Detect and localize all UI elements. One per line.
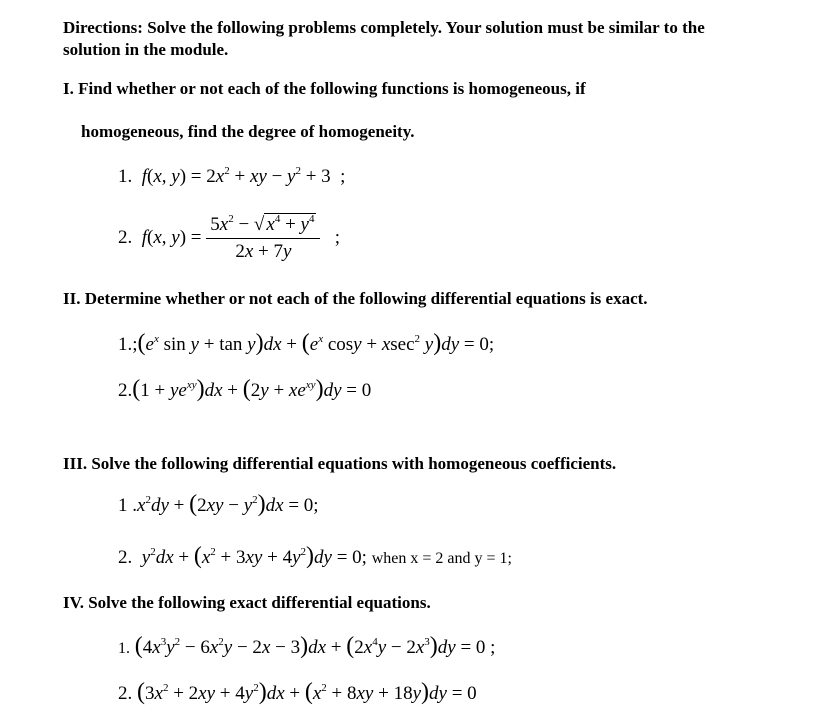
problem-number: 2.: [118, 380, 133, 401]
problem-number: 1.: [118, 640, 130, 657]
condition: when x = 2 and y = 1;: [371, 550, 512, 567]
section-1-heading-line-2: homogeneous, find the degree of homogeneity.: [81, 122, 415, 141]
problem-number: 1.;: [118, 334, 138, 355]
section-1-heading-line-1: I. Find whether or not each of the following functions is homogeneous, if: [63, 79, 586, 98]
directions-line-2: solution in the module.: [63, 40, 229, 59]
equation: f(x, $y) = 2x^2$ + xy − $y^2 + 3$ ;: [141, 165, 346, 187]
section-2-heading: II. Determine whether or not each of the following differential equations is exact.: [63, 289, 648, 308]
section-3-problem-2: [118, 543, 512, 571]
equation: $(3x^2 + 2xy + 4y^2)dx + (x^2 + 8xy + 18y)dy = 0$: [137, 679, 477, 705]
problem-number: 2.: [118, 226, 133, 248]
section-2-problem-1: [118, 330, 495, 357]
problem-number: 2.: [118, 547, 133, 568]
problem-number: 1 .: [118, 495, 137, 516]
section-4-problem-2: [118, 679, 477, 706]
problem-number: 1.: [118, 166, 133, 187]
problem-number: 2.: [118, 683, 133, 704]
equation: $(4x^3y^2 - 6x^2y - 2x - 3)dx + (2x^4y - 2x^3)dy = 0$ ;: [134, 633, 496, 659]
equation: $y^2dx + (x^2 + 3xy + 4y^2)dy = 0$;: [141, 543, 367, 569]
equation: ($e^x$ $\sin y + \tan y)dx + (e^x$ cosy + xsec$^2$ y)dy = 0;: [137, 330, 495, 356]
section-2-problem-2: [118, 376, 372, 403]
section-4-problem-1: [118, 633, 496, 661]
directions-line-1: Directions: Solve the following problems completely. Your solution must be similar to the: [63, 18, 705, 37]
section-3-heading: III. Solve the following differential equations with homogeneous coefficients.: [63, 454, 617, 473]
section-4-heading: IV. Solve the following exact differential equations.: [63, 593, 431, 612]
section-1-problem-1: [118, 165, 345, 189]
section-1-problem-2: [118, 213, 340, 264]
equation: $x^2dy + (2xy - y^2)dx = 0$;: [137, 491, 319, 517]
equation: $(1 + ye^{xy})dx + (2y + xe^{xy})dy = 0$: [132, 376, 372, 402]
directions: [63, 17, 705, 61]
fraction: $\frac{5x^2 - √ x^4 + y^4}{2x + 7y}$: [206, 213, 320, 264]
equation: f(x, y) = $\frac{5x^2 - √ x^4 + y^4}{2x + 7y}$ ;: [141, 213, 340, 262]
section-3-problem-1: [118, 491, 319, 518]
